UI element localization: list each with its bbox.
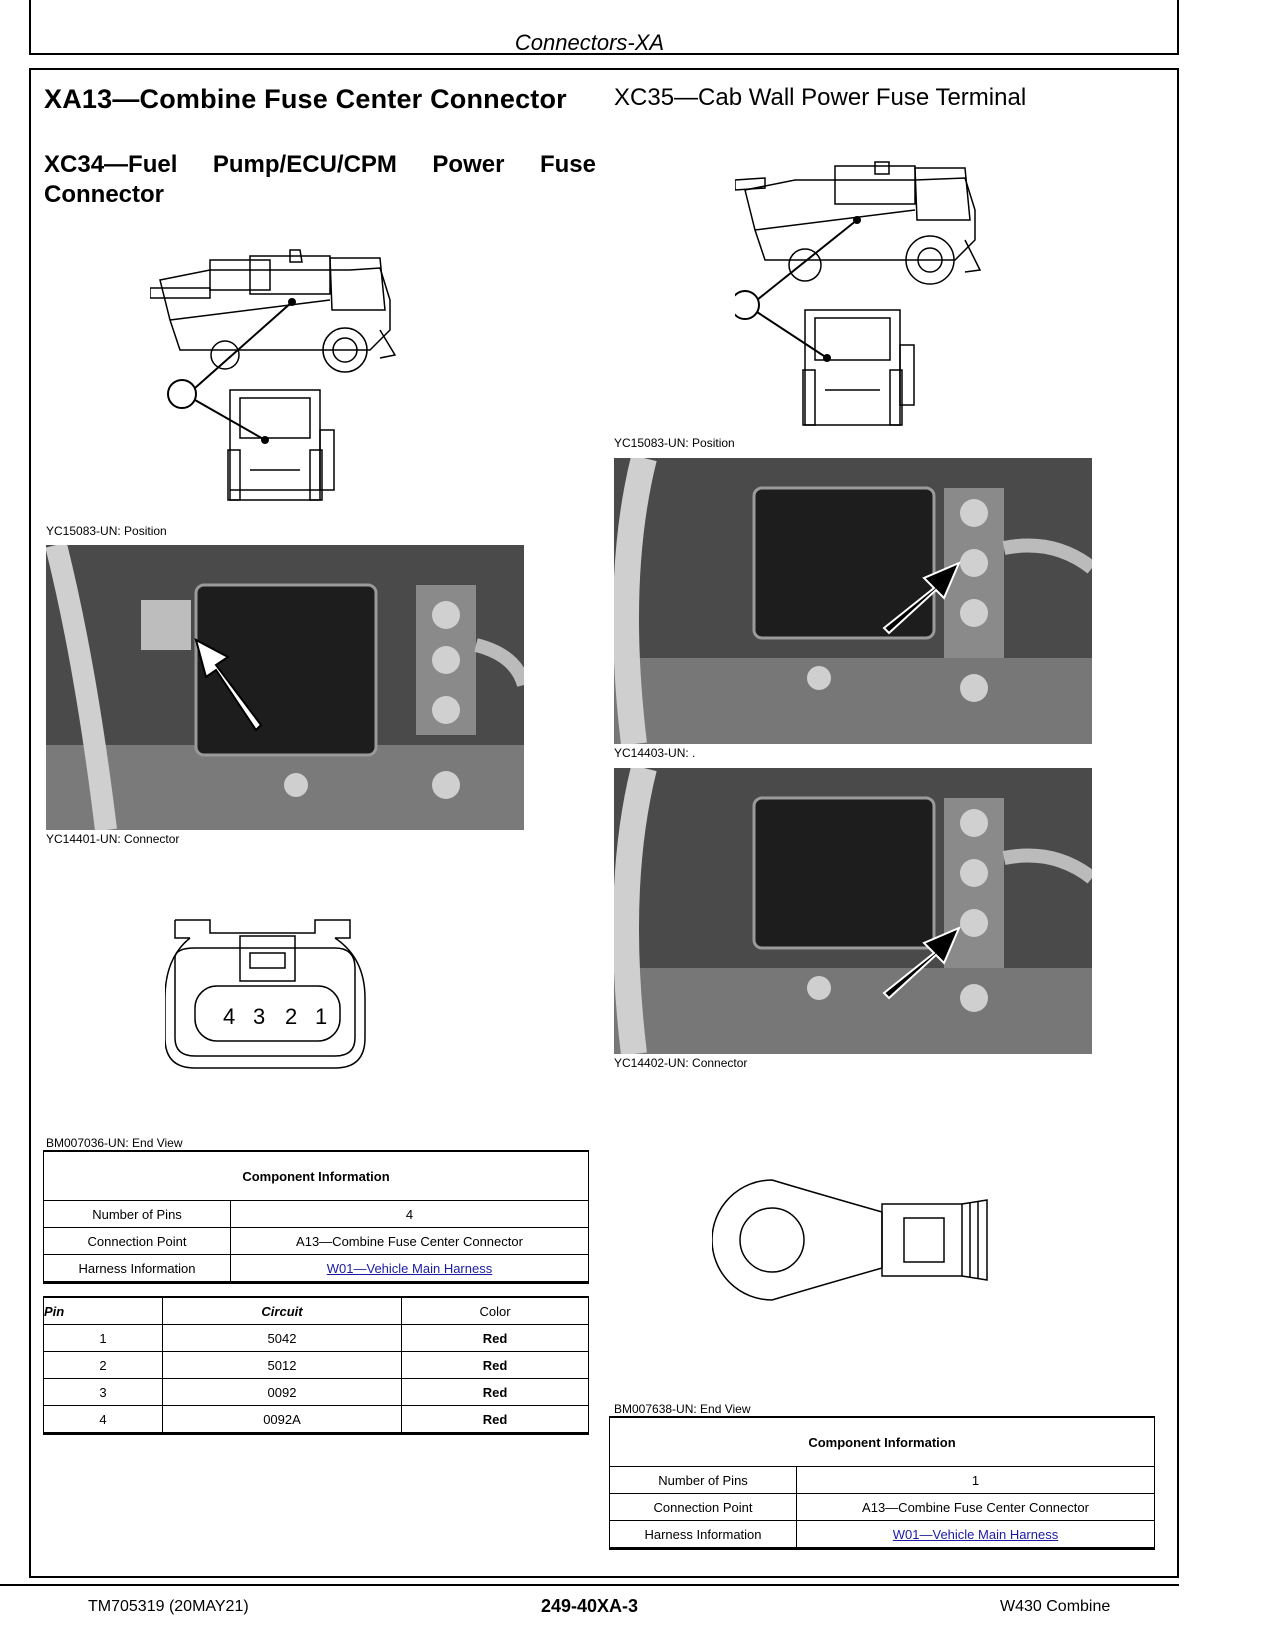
end-view-pin-label: 2 [285,1004,298,1029]
component-info-label: Number of Pins [610,1467,797,1494]
component-info-value: A13—Combine Fuse Center Connector [797,1494,1155,1521]
photo-xc35-1-content [614,458,1092,744]
component-info-value: A13—Combine Fuse Center Connector [231,1228,589,1255]
pin-cell: 2 [44,1352,163,1379]
photo-xc35-1 [614,458,1092,744]
footer-rule [0,1584,1179,1586]
heading-xc35: XC35—Cab Wall Power Fuse Terminal [614,84,1027,111]
photo-xc35-2 [614,768,1092,1054]
photo-xc34-connector [46,545,524,830]
combine-position-illustration [150,240,410,520]
footer-doc-id: TM705319 (20MAY21) [88,1598,249,1615]
pin-cell: 1 [44,1325,163,1352]
photo-xc34-content [46,545,524,830]
table-row [44,1379,589,1406]
combine-position-illustration-right [735,150,995,440]
heading-xa13: XA13—Combine Fuse Center Connector [44,84,567,114]
table-row [44,1325,589,1352]
footer-page-number: 249-40XA-3 [540,1596,639,1616]
color-cell: Red [402,1406,589,1434]
component-info-table-xc34 [43,1150,589,1284]
harness-link[interactable]: W01—Vehicle Main Harness [892,1526,1059,1542]
color-cell: Red [402,1379,589,1406]
pin-header: Pin [44,1297,163,1325]
component-info-title: Component Information [44,1151,589,1201]
heading-xc34-word: Power [432,151,505,178]
caption-xc34-end-view: BM007036-UN: End View [46,1136,183,1150]
pin-circuit-table [43,1296,589,1435]
end-view-pin-label: 3 [253,1004,266,1029]
harness-link[interactable]: W01—Vehicle Main Harness [326,1260,493,1276]
heading-xc34-line2: Connector [44,181,164,208]
pin-cell: 4 [44,1406,163,1434]
table-row [44,1352,589,1379]
end-view-4pin-drawing [165,918,370,1073]
table-row [44,1406,589,1434]
section-title: Connectors-XA [514,30,665,55]
caption-xc34-position: YC15083-UN: Position [46,524,167,538]
component-info-label: Connection Point [44,1228,231,1255]
heading-xc34-word: Fuse [539,151,596,178]
end-view-pin-label: 1 [315,1004,328,1029]
component-info-label: Number of Pins [44,1201,231,1228]
component-info-value: 4 [231,1201,589,1228]
color-cell: Red [402,1352,589,1379]
caption-xc35-end-view: BM007638-UN: End View [614,1402,751,1416]
component-info-value: 1 [797,1467,1155,1494]
caption-xc35-position: YC15083-UN: Position [614,436,735,450]
pin-cell: 3 [44,1379,163,1406]
heading-xc34 [44,150,596,210]
photo-xc35-2-content [614,768,1092,1054]
color-header: Color [402,1297,589,1325]
caption-xc34-connector: YC14401-UN: Connector [46,832,180,846]
circuit-cell: 0092A [163,1406,402,1434]
component-info-title: Component Information [610,1417,1155,1467]
footer-model: W430 Combine [1000,1598,1111,1615]
circuit-header: Circuit [163,1297,402,1325]
component-info-table-xc35 [609,1416,1155,1550]
caption-xc35-photo2: YC14402-UN: Connector [614,1056,748,1070]
component-info-label: Harness Information [610,1521,797,1549]
component-info-label: Harness Information [44,1255,231,1283]
end-view-pin-label: 4 [223,1004,236,1029]
circuit-cell: 5042 [163,1325,402,1352]
color-cell: Red [402,1325,589,1352]
end-view-ring-terminal-drawing [712,1178,1002,1302]
heading-xc34-word: Pump/ECU/CPM [212,151,397,178]
circuit-cell: 5012 [163,1352,402,1379]
component-info-label: Connection Point [610,1494,797,1521]
caption-xc35-photo1: YC14403-UN: . [614,746,696,760]
heading-xc34-word: XC34—Fuel [44,151,178,178]
circuit-cell: 0092 [163,1379,402,1406]
